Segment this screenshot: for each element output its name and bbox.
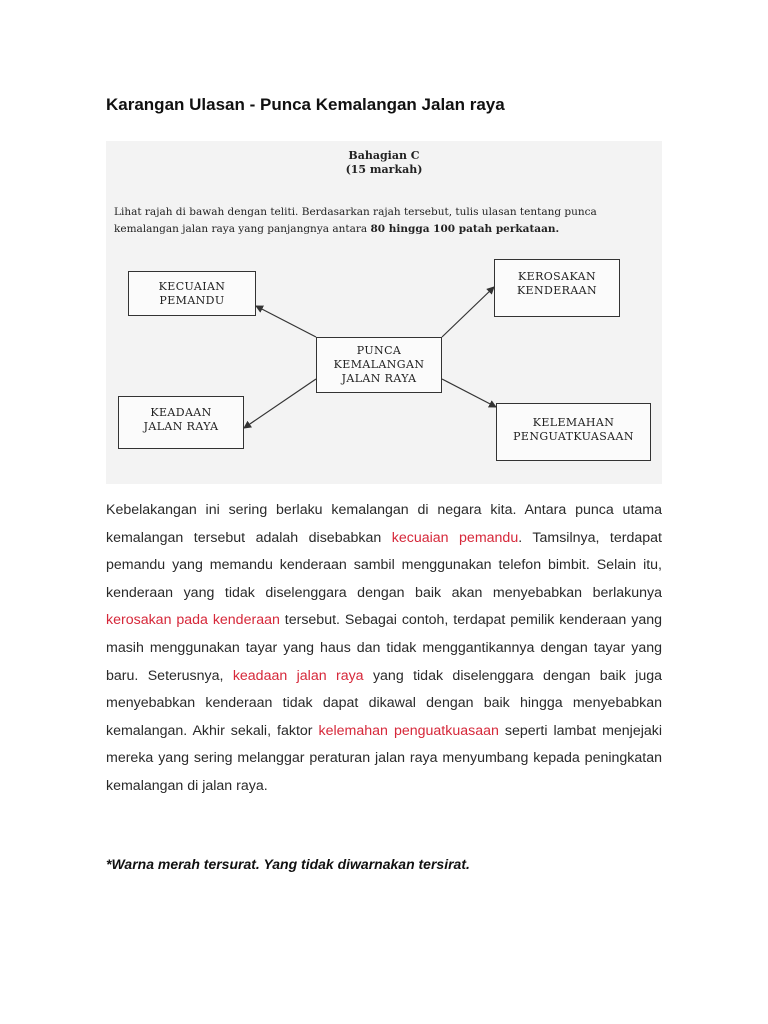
box-line: PEMANDU xyxy=(159,294,225,307)
essay-text: . Tamsilnya, terdapat pemandu yang memandu kenderaan sambil menggunakan telefon bimbit. Selain itu, kenderaan yang tidak diselenggara dengan baik akan menyebabkan berlakunya xyxy=(106,529,662,601)
box-line: KENDERAAN xyxy=(516,284,598,297)
box-line: KEROSAKAN xyxy=(518,270,596,283)
instruction-text xyxy=(114,204,654,238)
box-keadaan-jalan-raya xyxy=(118,396,244,449)
box-line: KEMALANGAN xyxy=(333,358,425,371)
essay-text: yang tidak diselenggara dengan baik juga menyebabkan kenderaan tidak dapat dikawal dengan baik hingga menyebabkan kemalangan. Akhir sekali, faktor xyxy=(106,667,662,739)
box-kelemahan-penguatkuasaan xyxy=(496,403,651,461)
instruction-line-1: Lihat rajah di bawah dengan teliti. Berdasarkan rajah tersebut, tulis ulasan tentang punca xyxy=(114,206,597,218)
arrow-top-right xyxy=(442,287,494,337)
box-line: KELEMAHAN xyxy=(532,416,615,429)
section-title: Bahagian C xyxy=(348,149,420,162)
highlight-keadaan-jalan-raya: keadaan jalan raya xyxy=(232,667,364,684)
box-punca-kemalangan xyxy=(316,337,442,393)
arrow-bottom-right xyxy=(442,379,496,407)
highlight-kecuaian-pemandu: kecuaian pemandu xyxy=(391,529,519,546)
essay-text: Kebelakangan ini sering berlaku kemalangan di negara kita. Antara punca utama kemalangan tersebut adalah disebabkan xyxy=(106,502,662,546)
box-line: JALAN RAYA xyxy=(143,420,219,433)
box-line: KECUAIAN xyxy=(158,280,226,293)
box-kerosakan-kenderaan xyxy=(494,259,620,317)
word-count-requirement: 80 hingga 100 patah perkataan. xyxy=(370,223,560,235)
page-title: Karangan Ulasan - Punca Kemalangan Jalan raya xyxy=(106,95,505,114)
highlight-kelemahan-penguatkuasaan: kelemahan penguatkuasaan xyxy=(318,722,499,739)
essay-paragraph xyxy=(106,497,662,801)
essay-text: tersebut. Sebagai contoh, terdapat pemilik kenderaan yang masih menggunakan tayar yang haus dan tidak menggantikannya dengan tayar yang baru. Seterusnya, xyxy=(106,612,662,684)
highlight-kerosakan-kenderaan: kerosakan pada kenderaan xyxy=(106,612,280,629)
box-line: PENGUATKUASAAN xyxy=(513,430,634,443)
footnote: *Warna merah tersurat. Yang tidak diwarnakan tersirat. xyxy=(106,856,470,872)
arrow-top-left xyxy=(256,306,316,337)
marks-label: (15 markah) xyxy=(345,163,423,176)
box-kecuaian-pemandu xyxy=(128,271,256,316)
instruction-line-2: kemalangan jalan raya yang panjangnya antara xyxy=(114,223,368,235)
exam-figure xyxy=(106,141,662,484)
box-line: KEADAAN xyxy=(150,406,212,419)
box-line: PUNCA xyxy=(356,344,402,357)
arrow-bottom-left xyxy=(244,379,316,428)
box-line: JALAN RAYA xyxy=(341,372,417,385)
essay-text: seperti lambat menjejaki mereka yang sering melanggar peraturan jalan raya menyumbang kepada peningkatan kemalangan di jalan raya. xyxy=(106,722,663,794)
